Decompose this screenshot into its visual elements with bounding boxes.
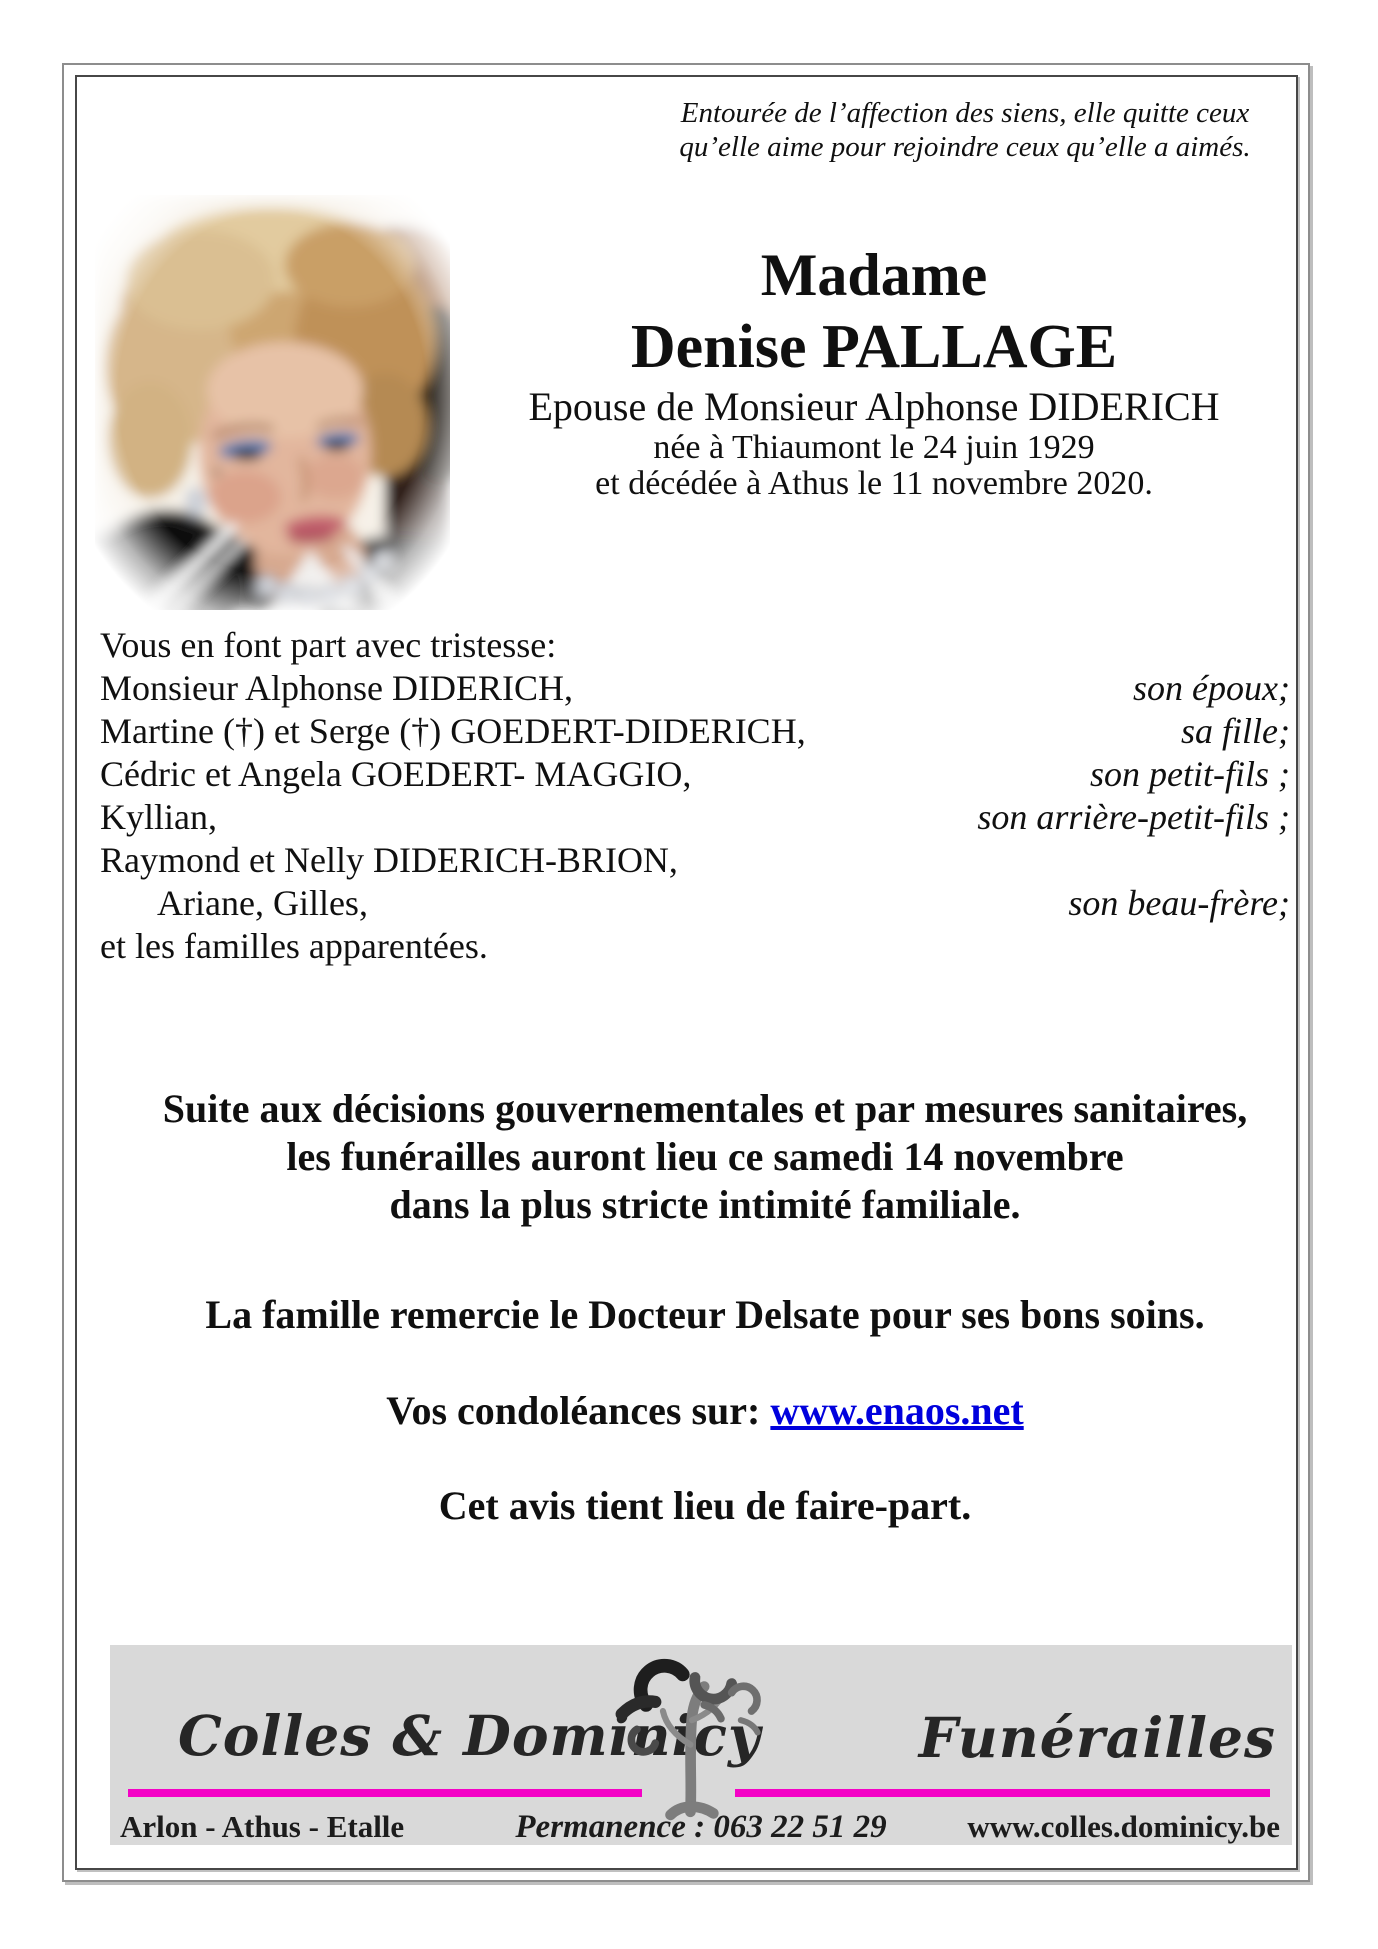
deceased-name: Denise PALLAGE [630, 313, 1118, 381]
funeral-notice [110, 1085, 1300, 1229]
family-row [100, 882, 1290, 925]
family-relation: son arrière-petit-fils ; [977, 797, 1290, 837]
accent-line-right [735, 1789, 1270, 1797]
family-member-name: Raymond et Nelly DIDERICH-BRION, [100, 840, 678, 880]
epigraph-line: qu’elle aime pour rejoindre ceux qu’elle a aimés. [679, 131, 1251, 163]
faire-part-notice: Cet avis tient lieu de faire-part. [438, 1483, 972, 1528]
family-relation: son beau-frère; [1068, 883, 1290, 923]
funeral-home-banner [110, 1645, 1292, 1845]
family-row [100, 796, 1290, 839]
permanence-phone: Permanence : 063 22 51 29 [515, 1809, 887, 1845]
family-member-name: Martine (†) et Serge (†) GOEDERT-DIDERICH, [100, 711, 806, 751]
birth-line: née à Thiaumont le 24 juin 1929 [653, 429, 1095, 466]
family-member-name: Kyllian, [100, 797, 217, 837]
funeral-home-name: Colles & Dominicy [178, 1703, 761, 1768]
family-row [100, 925, 1290, 968]
title-salutation: Madame [760, 242, 988, 308]
portrait-photo-image [95, 195, 450, 610]
enaos-link[interactable]: www.enaos.net [770, 1388, 1024, 1433]
family-relation: son petit-fils ; [1090, 754, 1290, 794]
funeral-notice-line: dans la plus stricte intimité familiale. [389, 1182, 1021, 1227]
website-text: www.colles.dominicy.be [967, 1809, 1280, 1844]
epigraph-line: Entourée de l’affection des siens, elle quitte ceux [680, 97, 1250, 129]
locations-text: Arlon - Athus - Etalle [120, 1809, 405, 1844]
family-list [100, 624, 1290, 968]
thanks-notice: La famille remercie le Docteur Delsate pour ses bons soins. [205, 1292, 1205, 1337]
accent-line-left [128, 1789, 642, 1797]
family-relation: son époux; [1133, 668, 1290, 708]
family-row [100, 839, 1290, 882]
title-block [450, 240, 1298, 502]
family-member-name: Ariane, Gilles, [157, 883, 368, 923]
family-row [100, 667, 1290, 710]
funeral-notice-line: Suite aux décisions gouvernementales et par mesures sanitaires, [162, 1086, 1248, 1131]
family-member-name: et les familles apparentées. [100, 926, 488, 966]
family-member-name: Monsieur Alphonse DIDERICH, [100, 668, 573, 708]
spouse-line: Epouse de Monsieur Alphonse DIDERICH [528, 384, 1220, 429]
funeral-notice-line: les funérailles auront lieu ce samedi 14 novembre [286, 1134, 1124, 1179]
funeral-home-service: Funérailles [918, 1705, 1276, 1770]
family-member-name: Cédric et Angela GOEDERT- MAGGIO, [100, 754, 692, 794]
condolences-text: Vos condoléances sur: [386, 1388, 771, 1433]
family-row [100, 710, 1290, 753]
condolences-notice [110, 1388, 1300, 1434]
family-row [100, 753, 1290, 796]
epigraph [635, 96, 1295, 164]
death-line: et décédée à Athus le 11 novembre 2020. [595, 465, 1153, 502]
family-row [100, 624, 1290, 667]
family-member-name: Vous en font part avec tristesse: [100, 625, 557, 665]
portrait-photo [95, 195, 450, 610]
family-relation: sa fille; [1181, 711, 1290, 751]
